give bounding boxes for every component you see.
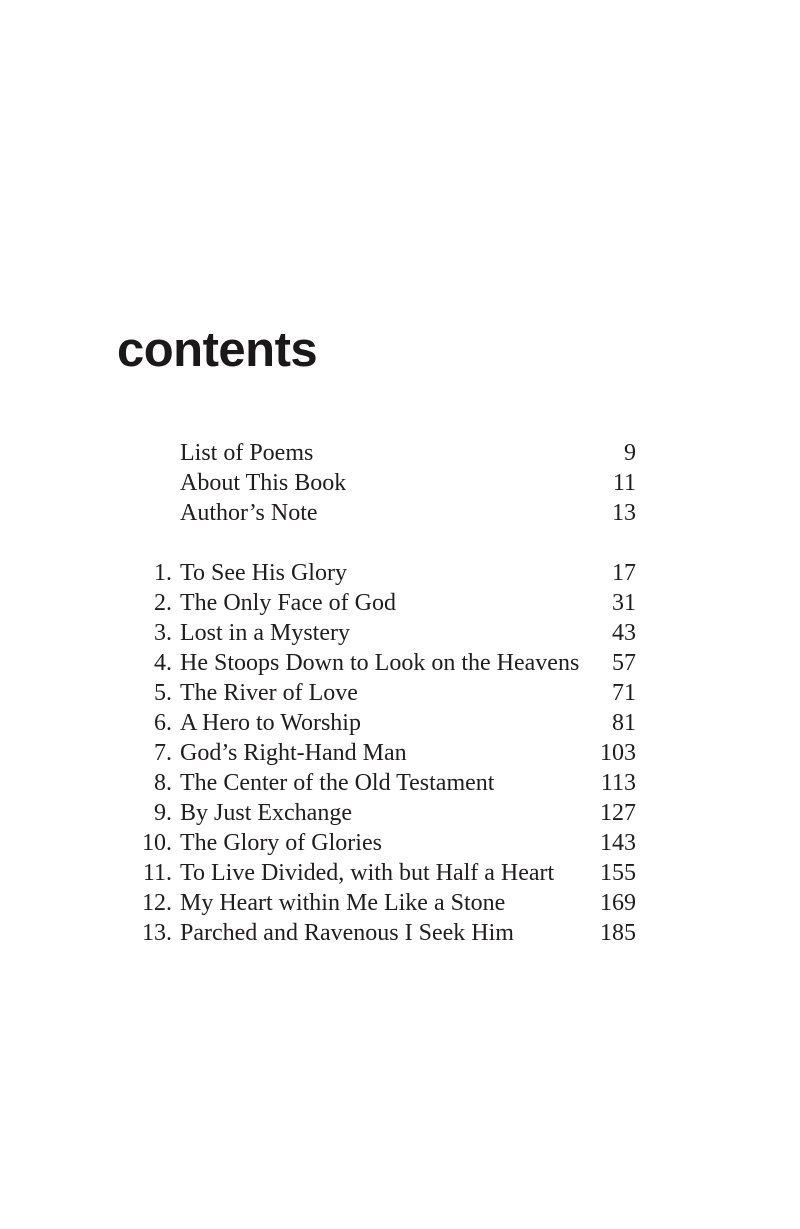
toc-row	[127, 888, 636, 918]
chapter-page-number: 57	[612, 650, 636, 676]
table-of-contents	[127, 438, 636, 948]
toc-row	[127, 498, 636, 528]
chapter-number: 12.	[142, 890, 172, 916]
toc-row	[127, 438, 636, 468]
toc-row	[127, 828, 636, 858]
chapter-page-number: 17	[612, 560, 636, 586]
chapters-section	[127, 558, 636, 948]
chapter-number: 8.	[154, 770, 172, 796]
entry-title: About This Book	[180, 470, 347, 496]
chapter-number: 10.	[142, 830, 172, 856]
front-matter-section	[127, 438, 636, 528]
chapter-number: 2.	[154, 590, 172, 616]
chapter-page-number: 127	[600, 800, 636, 826]
toc-row	[127, 618, 636, 648]
chapter-number: 3.	[154, 620, 172, 646]
entry-page-number: 13	[612, 500, 636, 526]
chapter-number: 6.	[154, 710, 172, 736]
chapter-number: 5.	[154, 680, 172, 706]
chapter-title: God’s Right-Hand Man	[180, 740, 407, 766]
chapter-number: 4.	[154, 650, 172, 676]
chapter-page-number: 31	[612, 590, 636, 616]
chapter-number: 11.	[142, 860, 172, 886]
toc-row	[127, 648, 636, 678]
chapter-title: To Live Divided, with but Half a Heart	[180, 860, 555, 886]
chapter-title: The Glory of Glories	[180, 830, 382, 856]
toc-row	[127, 738, 636, 768]
toc-row	[127, 558, 636, 588]
chapter-title: My Heart within Me Like a Stone	[180, 890, 506, 916]
chapter-page-number: 113	[600, 770, 636, 796]
chapter-number: 1.	[154, 560, 172, 586]
chapter-number: 13.	[142, 920, 172, 946]
page-title: contents	[117, 323, 318, 377]
chapter-title: By Just Exchange	[180, 800, 352, 826]
chapter-title: Parched and Ravenous I Seek Him	[180, 920, 514, 946]
chapter-page-number: 43	[612, 620, 636, 646]
chapter-number: 7.	[154, 740, 172, 766]
chapter-page-number: 143	[600, 830, 636, 856]
chapter-page-number: 185	[600, 920, 636, 946]
chapter-title: The River of Love	[180, 680, 358, 706]
chapter-page-number: 71	[612, 680, 636, 706]
chapter-title: Lost in a Mystery	[180, 620, 350, 646]
chapter-title: To See His Glory	[180, 560, 347, 586]
toc-row	[127, 468, 636, 498]
toc-row	[127, 768, 636, 798]
toc-row	[127, 858, 636, 888]
toc-row	[127, 918, 636, 948]
chapter-number: 9.	[154, 800, 172, 826]
chapter-title: He Stoops Down to Look on the Heavens	[180, 650, 580, 676]
entry-page-number: 11	[612, 470, 636, 496]
chapter-page-number: 103	[600, 740, 636, 766]
chapter-page-number: 155	[600, 860, 636, 886]
toc-row	[127, 708, 636, 738]
chapter-page-number: 169	[600, 890, 636, 916]
section-spacer	[127, 528, 636, 558]
entry-title: List of Poems	[180, 440, 314, 466]
chapter-page-number: 81	[612, 710, 636, 736]
toc-row	[127, 678, 636, 708]
chapter-title: A Hero to Worship	[180, 710, 361, 736]
entry-page-number: 9	[624, 440, 636, 466]
toc-row	[127, 588, 636, 618]
chapter-title: The Only Face of God	[180, 590, 396, 616]
toc-row	[127, 798, 636, 828]
chapter-title: The Center of the Old Testament	[180, 770, 495, 796]
entry-title: Author’s Note	[180, 500, 318, 526]
